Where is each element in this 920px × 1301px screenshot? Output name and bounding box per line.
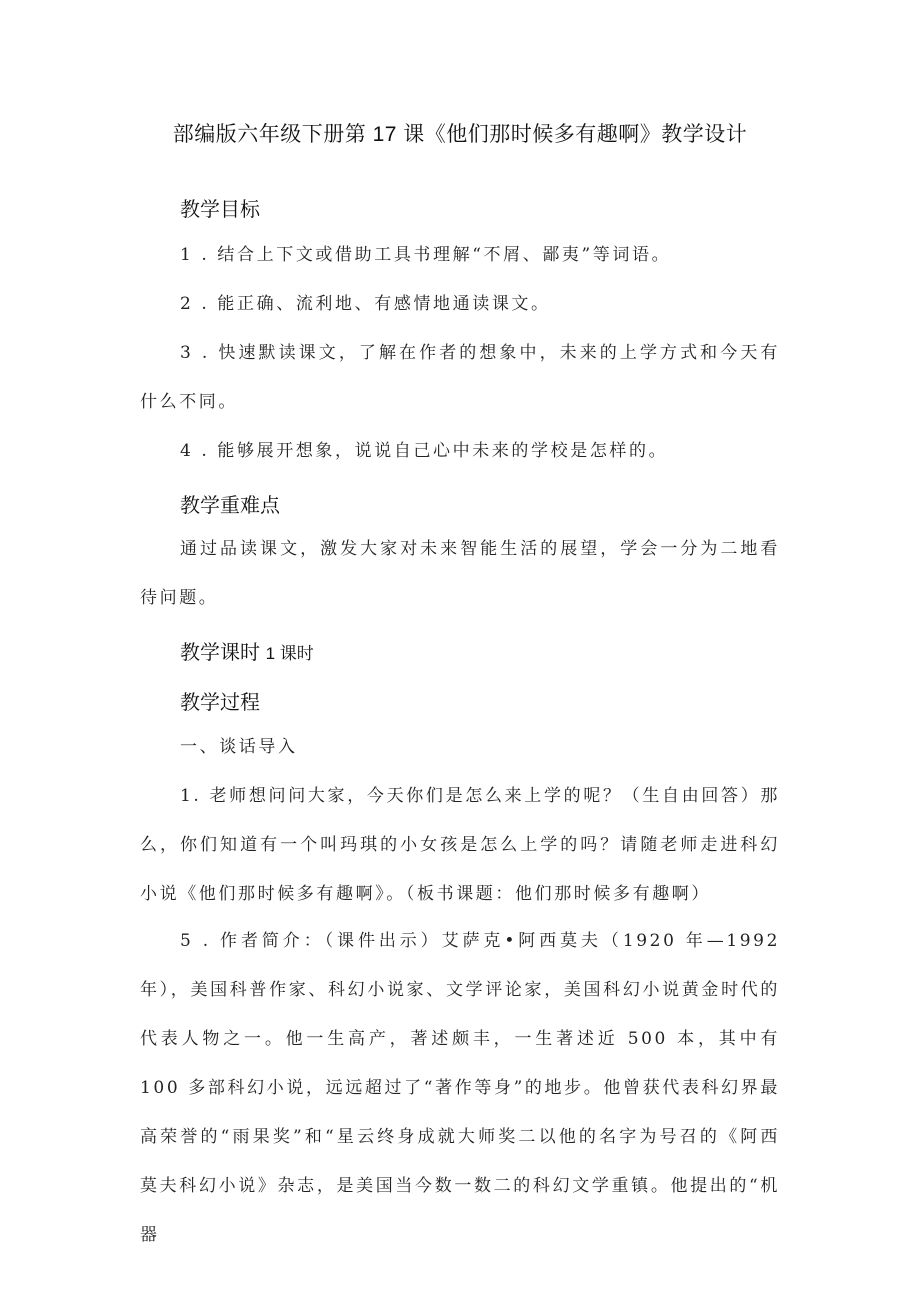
objective-item-3: 3 . 快速默读课文，了解在作者的想象中，未来的上学方式和今天有什么不同。 [140, 343, 780, 412]
key-points-text: 通过品读课文，激发大家对未来智能生活的展望，学会一分为二地看待问题。 [140, 539, 780, 608]
process-paragraph-author: 5 . 作者简介：（课件出示）艾萨克•阿西莫夫（1920 年—1992 年），美国科普作家、科幻小说家、文学评论家，美国科幻小说黄金时代的代表人物之一。他一生高产，著述颇丰，一生著述近 500 本，其中有 100 多部科幻小说，远远超过了“著作等身”的地步。他曾获代表科幻界最高荣誉的“雨果奖”和“星云终身成就大师奖二以他的名字为号召的《阿西莫夫科幻小说》杂志，是美国当今数一数二的科幻文学重镇。他提出的“机器 [140, 931, 780, 1245]
process-subheading: 一、谈话导入 [180, 737, 298, 757]
document-title: 部编版六年级下册第 17 课《他们那时候多有趣啊》教学设计 [172, 123, 748, 146]
section-heading-hours: 教学课时 [180, 642, 260, 664]
process-paragraph-1: 1. 老师想问问大家，今天你们是怎么来上学的呢？（生自由回答）那么，你们知道有一个叫玛琪的小女孩是怎么上学的吗？请随老师走进科幻小说《他们那时候多有趣啊》。（板书课题：他们那时候多有趣啊） [140, 786, 780, 904]
objective-item-2: 2 . 能正确、流利地、有感情地通读课文。 [180, 294, 551, 314]
section-heading-objectives: 教学目标 [180, 199, 260, 221]
section-heading-process: 教学过程 [180, 692, 260, 714]
hours-value: 1 课时 [265, 644, 314, 663]
objective-item-1: 1 . 结合上下文或借助工具书理解“不屑、鄙夷”等词语。 [180, 245, 672, 265]
section-heading-key-points: 教学重难点 [180, 495, 280, 517]
section-hours [180, 636, 314, 665]
objective-item-4: 4 . 能够展开想象，说说自己心中未来的学校是怎样的。 [180, 441, 669, 461]
